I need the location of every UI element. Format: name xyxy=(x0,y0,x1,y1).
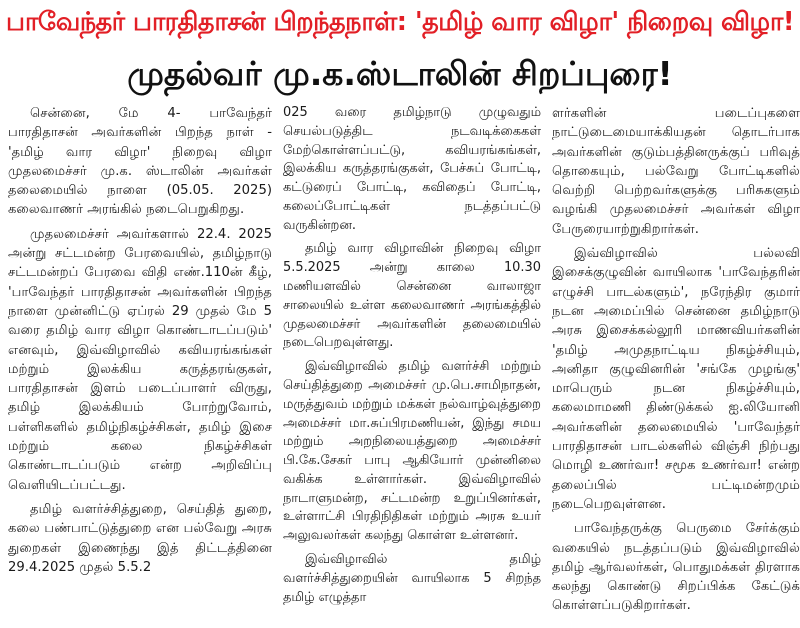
article-paragraph: இவ்விழாவில் தமிழ் வளர்ச்சி மற்றும் செய்தித்துறை அமைச்சர் மு.பெ.சாமிநாதன், மருத்துவம் மற்றும் மக்கள் நல்வாழ்வுத்துறை அமைச்சர் மா.சுப்பிரமணியன், இந்து சமய மற்றும் அறநிலையத்துறை அமைச்சர் பி.கே.சேகர் பாபு ஆகியோர் முன்னிலை வகிக்க உள்ளார்கள். இவ்விழாவில் நாடாளுமன்ற, சட்டமன்ற உறுப்பினர்கள், உள்ளாட்சி பிரதிநிதிகள் மற்றும் அரசு உயர் அலுவலர்கள் கலந்து கொள்ள உள்ளனர். xyxy=(283,359,541,544)
article-paragraph: ளர்களின் படைப்புகளை நாட்டுடைமையாக்கியதன் தொடர்பாக அவர்களின் குடும்பத்தினருக்குப் பரிவுத் தொகையும், பல்வேறு போட்டிகளில் வெற்றி பெற்றவர்களுக்கு பரிசுகளும் வழங்கி முதலமைச்சர் அவர்கள் விழா பேருரையாற்றுகிறார்கள். xyxy=(552,106,800,237)
article-paragraph: முதலமைச்சர் அவர்களால் 22.4. 2025 அன்று சட்டமன்ற பேரவையில், தமிழ்நாடு சட்டமன்றப் பேரவை விதி எண்.110ன் கீழ், 'பாவேந்தர் பாரதிதாசன் அவர்களின் பிறந்த நாளை முன்னிட்டு ஏப்ரல் 29 முதல் மே 5 வரை தமிழ் வார விழா கொண்டாடப்படும்' எனவும், இவ்விழாவில் கவியரங்கங்கள் மற்றும் இலக்கிய கருத்தரங்குகள், பாரதிதாசன் இளம் படைப்பாளர் விருது, தமிழ் இலக்கியம் போற்றுவோம், பள்ளிகளில் தமிழ்நிகழ்ச்சிகள், தமிழ் இசை மற்றும் கலை நிகழ்ச்சிகள் கொண்டாடப்படும் என்ற அறிவிப்பு வெளியிடப்பட்டது. xyxy=(8,226,272,493)
article-column-1 xyxy=(8,104,272,628)
article-paragraph: இவ்விழாவில் தமிழ் வளர்ச்சித்துறையின் வாயிலாக 5 சிறந்த தமிழ் எழுத்தா xyxy=(283,551,541,605)
article-paragraph: இவ்விழாவில் பல்லவி இசைக்குழுவின் வாயிலாக 'பாவேந்தரின் எழுச்சி பாடல்களும்', நரேந்திர குமார் நடன அமைப்பில் சென்னை தமிழ்நாடு அரசு இசைக்கல்லூரி மாணவியர்களின் 'தமிழ் அமுதநாட்டிய நிகழ்ச்சியும், அனிதா குழுவினரின் 'சங்கே முழங்கு' மாபெரும் நடன நிகழ்ச்சியும், கலைமாமணி திண்டுக்கல் ஐ.லியோனி அவர்களின் தலைமையில் 'பாவேந்தர் பாரதிதாசன் பாடல்களில் விஞ்சி நிற்பது மொழி உணர்வா! சமூக உணர்வா! என்ற தலைப்பில் பட்டிமன்றமும் நடைபெறவுள்ளன. xyxy=(552,246,800,512)
headline: பாவேந்தர் பாரதிதாசன் பிறந்தநாள்: 'தமிழ் வார விழா' நிறைவு விழா! xyxy=(6,7,794,37)
article-paragraph: 025 வரை தமிழ்நாடு முழுவதும் செயல்படுத்திட நடவடிக்கைகள் மேற்கொள்ளப்பட்டு, கவியரங்கங்கள், இலக்கிய கருத்தரங்குகள், பேச்சுப் போட்டி, கட்டுரைப் போட்டி, கவிதைப் போட்டி, கலைப்போட்டிகள் நடத்தப்பட்டு வருகின்றன. xyxy=(283,105,541,233)
article-paragraph: தமிழ் வளர்ச்சித்துறை, செய்தித் துறை, கலை பண்பாட்டுத்துறை என பல்வேறு அரசு துறைகள் இணைந்து இத் திட்டத்தினை 29.4.2025 முதல் 5.5.2 xyxy=(8,501,272,575)
subheadline: முதல்வர் மு.க.ஸ்டாலின் சிறப்புரை! xyxy=(127,54,673,93)
article-paragraph: சென்னை, மே 4- பாவேந்தர் பாரதிதாசன் அவர்களின் பிறந்த நாள் - 'தமிழ் வார விழா' நிறைவு விழா முதலமைச்சர் மு.க. ஸ்டாலின் அவர்கள் தலைமையில் நாளை (05.05. 2025) கலைவாணர் அரங்கில் நடைபெறுகிறது. xyxy=(8,106,272,218)
article-column-3 xyxy=(552,104,800,628)
article-column-2 xyxy=(283,104,541,628)
article-paragraph: பாவேந்தருக்கு பெருமை சேர்க்கும் வகையில் நடத்தப்படும் இவ்விழாவில் தமிழ் ஆர்வலர்கள், பொதுமக்கள் திரளாக கலந்து கொண்டு சிறப்பிக்க கேட்டுக் கொள்ளப்படுகிறார்கள். xyxy=(552,521,800,614)
article-paragraph: தமிழ் வார விழாவின் நிறைவு விழா 5.5.2025 அன்று காலை 10.30 மணியளவில் சென்னை வாலாஜா சாலையில் உள்ள கலைவாணர் அரங்கத்தில் முதலமைச்சர் அவர்களின் தலைமையில் நடைபெறவுள்ளது. xyxy=(283,241,541,351)
